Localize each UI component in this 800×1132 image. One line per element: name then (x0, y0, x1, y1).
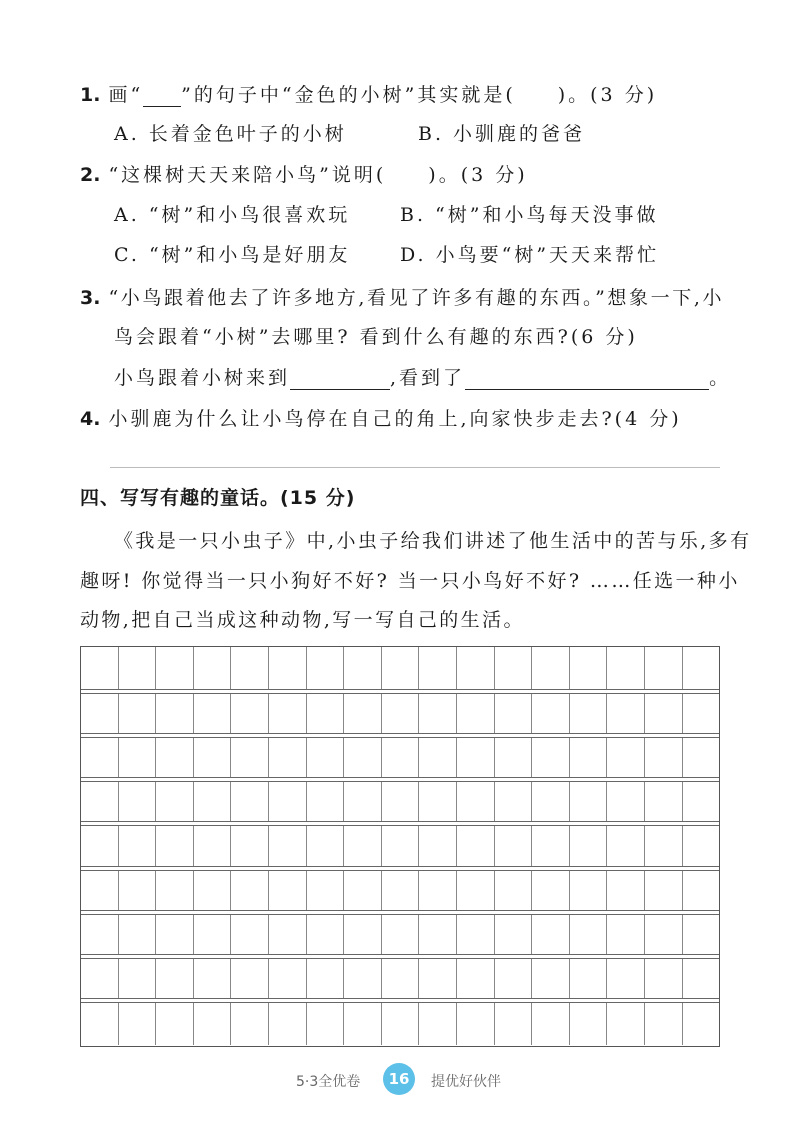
grid-cell[interactable] (119, 959, 157, 998)
grid-cell[interactable] (495, 959, 533, 998)
grid-cell[interactable] (382, 694, 420, 733)
grid-cell[interactable] (81, 738, 119, 777)
grid-cell[interactable] (683, 871, 720, 910)
prompt-line-1: 《我是一只小虫子》中,小虫子给我们讲述了他生活中的苦与乐,多有 (114, 530, 752, 552)
grid-cell[interactable] (532, 959, 570, 998)
grid-cell[interactable] (382, 738, 420, 777)
grid-cell[interactable] (532, 826, 570, 865)
grid-cell[interactable] (307, 959, 345, 998)
grid-cell[interactable] (457, 826, 495, 865)
grid-cell[interactable] (570, 1003, 608, 1045)
grid-cell[interactable] (231, 647, 269, 689)
grid-cell[interactable] (119, 1003, 157, 1045)
question-2: 2. “这棵树天天来陪小鸟”说明( )。(3 分) (80, 164, 528, 186)
grid-cell[interactable] (269, 738, 307, 777)
grid-cell[interactable] (269, 959, 307, 998)
grid-cell[interactable] (570, 915, 608, 954)
grid-cell[interactable] (156, 915, 194, 954)
grid-cell[interactable] (231, 959, 269, 998)
question-number: 4. (80, 408, 101, 430)
section-title: 四、写写有趣的童话。(15 分) (80, 487, 356, 509)
grid-cell[interactable] (607, 694, 645, 733)
grid-cell[interactable] (194, 915, 232, 954)
grid-row (81, 870, 719, 911)
grid-cell[interactable] (269, 782, 307, 821)
grid-cell[interactable] (269, 1003, 307, 1045)
grid-cell[interactable] (119, 782, 157, 821)
question-1: 1. 画“ ”的句子中“金色的小树”其实就是( )。(3 分) (80, 84, 658, 106)
grid-row (81, 825, 719, 866)
grid-cell[interactable] (645, 738, 683, 777)
grid-cell[interactable] (382, 871, 420, 910)
grid-cell[interactable] (307, 782, 345, 821)
grid-cell[interactable] (532, 782, 570, 821)
grid-cell[interactable] (645, 871, 683, 910)
grid-cell[interactable] (683, 694, 720, 733)
grid-cell[interactable] (419, 871, 457, 910)
grid-cell[interactable] (269, 826, 307, 865)
grid-cell[interactable] (156, 647, 194, 689)
grid-cell[interactable] (532, 1003, 570, 1045)
grid-cell[interactable] (645, 826, 683, 865)
page-number-badge: 16 (383, 1063, 415, 1095)
section-divider (110, 467, 720, 468)
grid-cell[interactable] (119, 738, 157, 777)
grid-cell[interactable] (231, 694, 269, 733)
grid-cell[interactable] (269, 915, 307, 954)
grid-cell[interactable] (81, 694, 119, 733)
underline-blank (143, 86, 181, 107)
grid-cell[interactable] (119, 826, 157, 865)
grid-cell[interactable] (532, 694, 570, 733)
grid-cell[interactable] (156, 959, 194, 998)
grid-cell[interactable] (645, 959, 683, 998)
grid-row (81, 914, 719, 955)
question-3-fill: 小鸟跟着小树来到 ,看到了 。 (114, 367, 732, 389)
grid-cell[interactable] (194, 738, 232, 777)
grid-cell[interactable] (419, 738, 457, 777)
grid-cell[interactable] (382, 826, 420, 865)
grid-cell[interactable] (382, 915, 420, 954)
grid-row (81, 958, 719, 999)
grid-cell[interactable] (231, 915, 269, 954)
prompt-line-3: 动物,把自己当成这种动物,写一写自己的生活。 (80, 609, 525, 631)
grid-cell[interactable] (683, 738, 720, 777)
grid-cell[interactable] (495, 1003, 533, 1045)
grid-cell[interactable] (269, 647, 307, 689)
grid-cell[interactable] (532, 647, 570, 689)
grid-cell[interactable] (119, 647, 157, 689)
grid-cell[interactable] (570, 782, 608, 821)
grid-cell[interactable] (570, 694, 608, 733)
grid-row (81, 737, 719, 778)
grid-cell[interactable] (156, 694, 194, 733)
grid-cell[interactable] (382, 647, 420, 689)
grid-cell[interactable] (607, 1003, 645, 1045)
grid-cell[interactable] (419, 694, 457, 733)
grid-cell[interactable] (81, 871, 119, 910)
grid-cell[interactable] (81, 959, 119, 998)
grid-cell[interactable] (382, 959, 420, 998)
grid-cell[interactable] (344, 915, 382, 954)
grid-cell[interactable] (419, 1003, 457, 1045)
grid-cell[interactable] (683, 647, 720, 689)
grid-cell[interactable] (570, 647, 608, 689)
grid-cell[interactable] (645, 647, 683, 689)
grid-cell[interactable] (307, 694, 345, 733)
grid-cell[interactable] (81, 826, 119, 865)
grid-cell[interactable] (607, 738, 645, 777)
question-4: 4. 小驯鹿为什么让小鸟停在自己的角上,向家快步走去?(4 分) (80, 408, 682, 430)
grid-cell[interactable] (645, 782, 683, 821)
grid-cell[interactable] (194, 1003, 232, 1045)
question-3-line2: 鸟会跟着“小树”去哪里? 看到什么有趣的东西?(6 分) (114, 326, 638, 348)
option-c: C. “树”和小鸟是好朋友 (114, 244, 351, 266)
grid-cell[interactable] (495, 782, 533, 821)
grid-cell[interactable] (156, 871, 194, 910)
footer-series-name: 5·3全优卷 (296, 1074, 361, 1090)
grid-cell[interactable] (307, 871, 345, 910)
grid-cell[interactable] (269, 871, 307, 910)
grid-cell[interactable] (419, 826, 457, 865)
grid-cell[interactable] (156, 826, 194, 865)
grid-cell[interactable] (231, 826, 269, 865)
grid-cell[interactable] (81, 915, 119, 954)
grid-cell[interactable] (382, 782, 420, 821)
grid-cell[interactable] (119, 915, 157, 954)
option-b: B. “树”和小鸟每天没事做 (400, 204, 659, 226)
grid-cell[interactable] (532, 915, 570, 954)
grid-cell[interactable] (495, 915, 533, 954)
grid-cell[interactable] (344, 738, 382, 777)
grid-cell[interactable] (532, 738, 570, 777)
grid-cell[interactable] (645, 915, 683, 954)
grid-row (81, 781, 719, 822)
grid-cell[interactable] (81, 647, 119, 689)
grid-cell[interactable] (607, 647, 645, 689)
grid-cell[interactable] (683, 782, 720, 821)
grid-cell[interactable] (231, 871, 269, 910)
grid-cell[interactable] (607, 915, 645, 954)
grid-cell[interactable] (570, 738, 608, 777)
grid-cell[interactable] (457, 782, 495, 821)
grid-cell[interactable] (495, 826, 533, 865)
grid-cell[interactable] (607, 959, 645, 998)
grid-cell[interactable] (570, 871, 608, 910)
prompt-line-2: 趣呀! 你觉得当一只小狗好不好? 当一只小鸟好不好? ……任选一种小 (80, 570, 740, 592)
grid-cell[interactable] (495, 647, 533, 689)
grid-cell[interactable] (307, 915, 345, 954)
grid-cell[interactable] (81, 782, 119, 821)
grid-cell[interactable] (683, 915, 720, 954)
grid-cell[interactable] (457, 959, 495, 998)
grid-cell[interactable] (269, 694, 307, 733)
question-number: 3. (80, 287, 101, 309)
grid-cell[interactable] (570, 959, 608, 998)
grid-cell[interactable] (344, 826, 382, 865)
grid-cell[interactable] (419, 915, 457, 954)
grid-cell[interactable] (344, 647, 382, 689)
question-number: 2. (80, 164, 101, 186)
grid-cell[interactable] (645, 1003, 683, 1045)
grid-cell[interactable] (457, 738, 495, 777)
grid-cell[interactable] (495, 694, 533, 733)
grid-cell[interactable] (307, 826, 345, 865)
grid-cell[interactable] (419, 959, 457, 998)
grid-cell[interactable] (231, 738, 269, 777)
grid-cell[interactable] (344, 871, 382, 910)
grid-cell[interactable] (419, 782, 457, 821)
grid-cell[interactable] (382, 1003, 420, 1045)
grid-cell[interactable] (419, 647, 457, 689)
grid-cell[interactable] (119, 871, 157, 910)
option-a: A. “树”和小鸟很喜欢玩 (114, 204, 351, 226)
grid-row (81, 647, 719, 690)
grid-cell[interactable] (495, 871, 533, 910)
answer-blank-thing[interactable] (465, 369, 709, 390)
grid-cell[interactable] (119, 694, 157, 733)
grid-cell[interactable] (344, 959, 382, 998)
option-b: B. 小驯鹿的爸爸 (418, 123, 586, 145)
grid-cell[interactable] (344, 782, 382, 821)
grid-cell[interactable] (194, 871, 232, 910)
grid-cell[interactable] (457, 647, 495, 689)
grid-cell[interactable] (194, 826, 232, 865)
grid-cell[interactable] (344, 1003, 382, 1045)
grid-cell[interactable] (194, 647, 232, 689)
grid-cell[interactable] (156, 782, 194, 821)
grid-cell[interactable] (81, 1003, 119, 1045)
grid-cell[interactable] (683, 959, 720, 998)
grid-cell[interactable] (683, 1003, 720, 1045)
question-3: 3. “小鸟跟着他去了许多地方,看见了许多有趣的东西。”想象一下,小 (80, 287, 725, 309)
grid-cell[interactable] (194, 782, 232, 821)
grid-cell[interactable] (194, 694, 232, 733)
grid-cell[interactable] (607, 871, 645, 910)
grid-cell[interactable] (570, 826, 608, 865)
question-number: 1. (80, 84, 101, 106)
footer-slogan: 提优好伙伴 (431, 1074, 501, 1090)
grid-cell[interactable] (457, 871, 495, 910)
option-d: D. 小鸟要“树”天天来帮忙 (400, 244, 660, 266)
grid-cell[interactable] (307, 647, 345, 689)
grid-cell[interactable] (457, 1003, 495, 1045)
grid-cell[interactable] (156, 1003, 194, 1045)
option-a: A. 长着金色叶子的小树 (114, 123, 347, 145)
answer-blank-place[interactable] (290, 369, 390, 390)
grid-cell[interactable] (683, 826, 720, 865)
grid-cell[interactable] (495, 738, 533, 777)
grid-cell[interactable] (457, 694, 495, 733)
grid-cell[interactable] (344, 694, 382, 733)
grid-cell[interactable] (307, 738, 345, 777)
grid-cell[interactable] (156, 738, 194, 777)
grid-cell[interactable] (607, 782, 645, 821)
grid-cell[interactable] (645, 694, 683, 733)
grid-cell[interactable] (457, 915, 495, 954)
grid-cell[interactable] (231, 1003, 269, 1045)
grid-cell[interactable] (194, 959, 232, 998)
grid-cell[interactable] (231, 782, 269, 821)
grid-cell[interactable] (307, 1003, 345, 1045)
grid-row (81, 1002, 719, 1045)
grid-row (81, 693, 719, 734)
grid-cell[interactable] (607, 826, 645, 865)
grid-cell[interactable] (532, 871, 570, 910)
page-footer (0, 1063, 800, 1095)
writing-grid[interactable] (80, 646, 720, 1047)
